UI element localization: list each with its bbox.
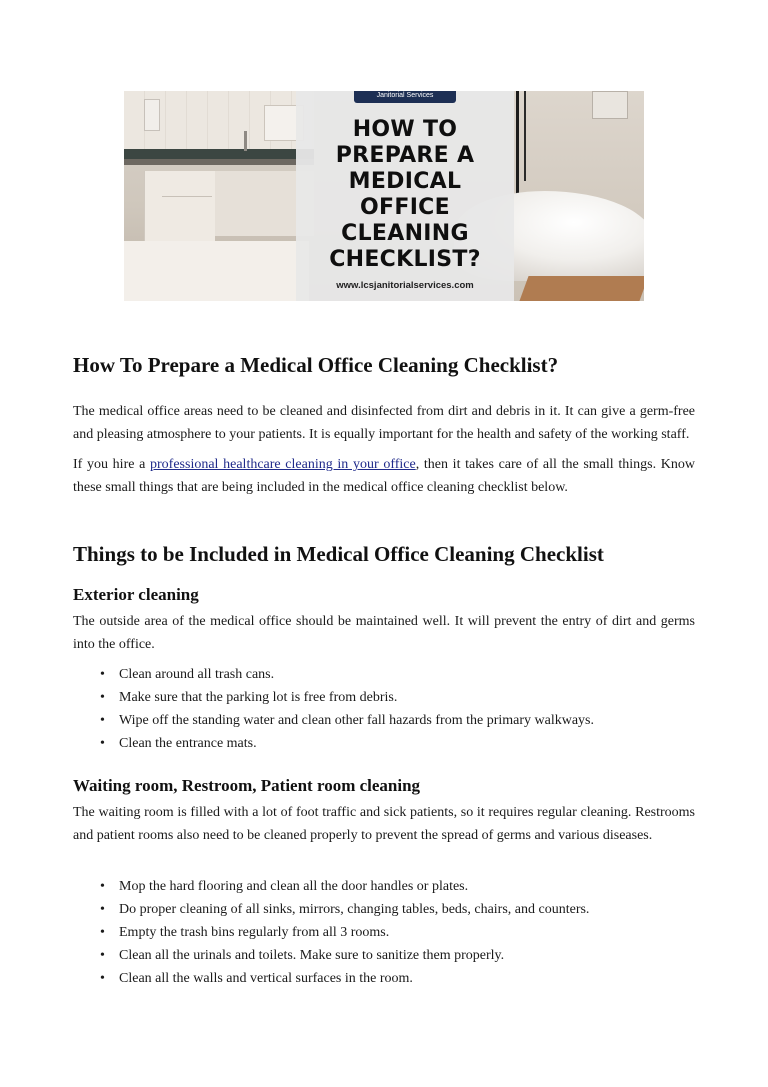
healthcare-cleaning-link[interactable]: professional healthcare cleaning in your office bbox=[150, 457, 416, 472]
list-item-text: Empty the trash bins regularly from all 3 rooms. bbox=[119, 925, 390, 940]
wall-outlet bbox=[592, 91, 628, 119]
bullet: • bbox=[100, 667, 105, 682]
list-item bbox=[100, 686, 594, 709]
cabinet-drawer-line bbox=[162, 196, 212, 197]
list-item bbox=[100, 732, 594, 755]
counter-top bbox=[124, 149, 314, 159]
bullet: • bbox=[100, 879, 105, 894]
list-item-text: Clean around all trash cans. bbox=[119, 667, 275, 682]
waiting-room-block bbox=[73, 802, 695, 847]
intro-block bbox=[73, 401, 695, 499]
bullet: • bbox=[100, 925, 105, 940]
list-item-text: Do proper cleaning of all sinks, mirrors, changing tables, beds, chairs, and counters. bbox=[119, 902, 590, 917]
list-item-text: Clean the entrance mats. bbox=[119, 736, 257, 751]
waiting-room-paragraph: The waiting room is filled with a lot of foot traffic and sick patients, so it requires regular cleaning. Restrooms and patient rooms also need to be cleaned properly to prevent the spread of germs and various diseases. bbox=[73, 805, 695, 843]
hire-text-before: If you hire a bbox=[73, 457, 151, 472]
exterior-block bbox=[73, 611, 695, 656]
list-item bbox=[100, 921, 589, 944]
exam-chair-base bbox=[519, 276, 644, 301]
exam-table bbox=[124, 241, 309, 301]
company-logo bbox=[354, 91, 456, 103]
hero-title: HOW TO PREPARE A MEDICAL OFFICE CLEANING CHECKLIST? bbox=[329, 117, 481, 272]
list-item bbox=[100, 709, 594, 732]
list-item-text: Mop the hard flooring and clean all the door handles or plates. bbox=[119, 879, 469, 894]
bullet: • bbox=[100, 713, 105, 728]
article-title: How To Prepare a Medical Office Cleaning Checklist? bbox=[73, 353, 559, 377]
hire-paragraph bbox=[73, 454, 695, 499]
intro-paragraph: The medical office areas need to be cleaned and disinfected from dirt and debris in it. It can give a germ-free and pleasing atmosphere to your patients. It is equally important for the health and safety of the working staff. bbox=[73, 404, 695, 442]
medical-cord-secondary bbox=[524, 91, 526, 181]
bullet: • bbox=[100, 971, 105, 986]
list-item bbox=[100, 967, 589, 990]
waiting-room-list bbox=[100, 875, 589, 990]
list-item-text: Clean all the walls and vertical surfaces in the room. bbox=[119, 971, 413, 986]
list-item-text: Clean all the urinals and toilets. Make sure to sanitize them properly. bbox=[119, 948, 505, 963]
bullet: • bbox=[100, 902, 105, 917]
waiting-room-heading: Waiting room, Restroom, Patient room cleaning bbox=[73, 776, 421, 795]
list-item bbox=[100, 944, 589, 967]
soap-dispenser bbox=[144, 99, 160, 131]
hero-url: www.lcsjanitorialservices.com bbox=[336, 280, 474, 291]
bullet: • bbox=[100, 736, 105, 751]
logo-text: Janitorial Services bbox=[376, 92, 434, 99]
hero-image bbox=[124, 91, 644, 301]
bullet: • bbox=[100, 948, 105, 963]
list-item-text: Make sure that the parking lot is free from debris. bbox=[119, 690, 398, 705]
list-item bbox=[100, 663, 594, 686]
exterior-heading: Exterior cleaning bbox=[73, 585, 199, 604]
bullet: • bbox=[100, 690, 105, 705]
list-item bbox=[100, 898, 589, 921]
hero-title-panel bbox=[296, 91, 514, 301]
exterior-paragraph: The outside area of the medical office should be maintained well. It will prevent the entry of dirt and germs into the office. bbox=[73, 614, 695, 652]
list-item bbox=[100, 875, 589, 898]
list-item-text: Wipe off the standing water and clean other fall hazards from the primary walkways. bbox=[119, 713, 595, 728]
counter-edge bbox=[124, 159, 314, 165]
section-title: Things to be Included in Medical Office Cleaning Checklist bbox=[73, 542, 604, 566]
exterior-list bbox=[100, 663, 594, 755]
hire-text-after: , then it takes care of all the small things. Know these small things that are being included in the medical office cleaning checklist below. bbox=[73, 457, 695, 495]
faucet bbox=[244, 131, 247, 151]
